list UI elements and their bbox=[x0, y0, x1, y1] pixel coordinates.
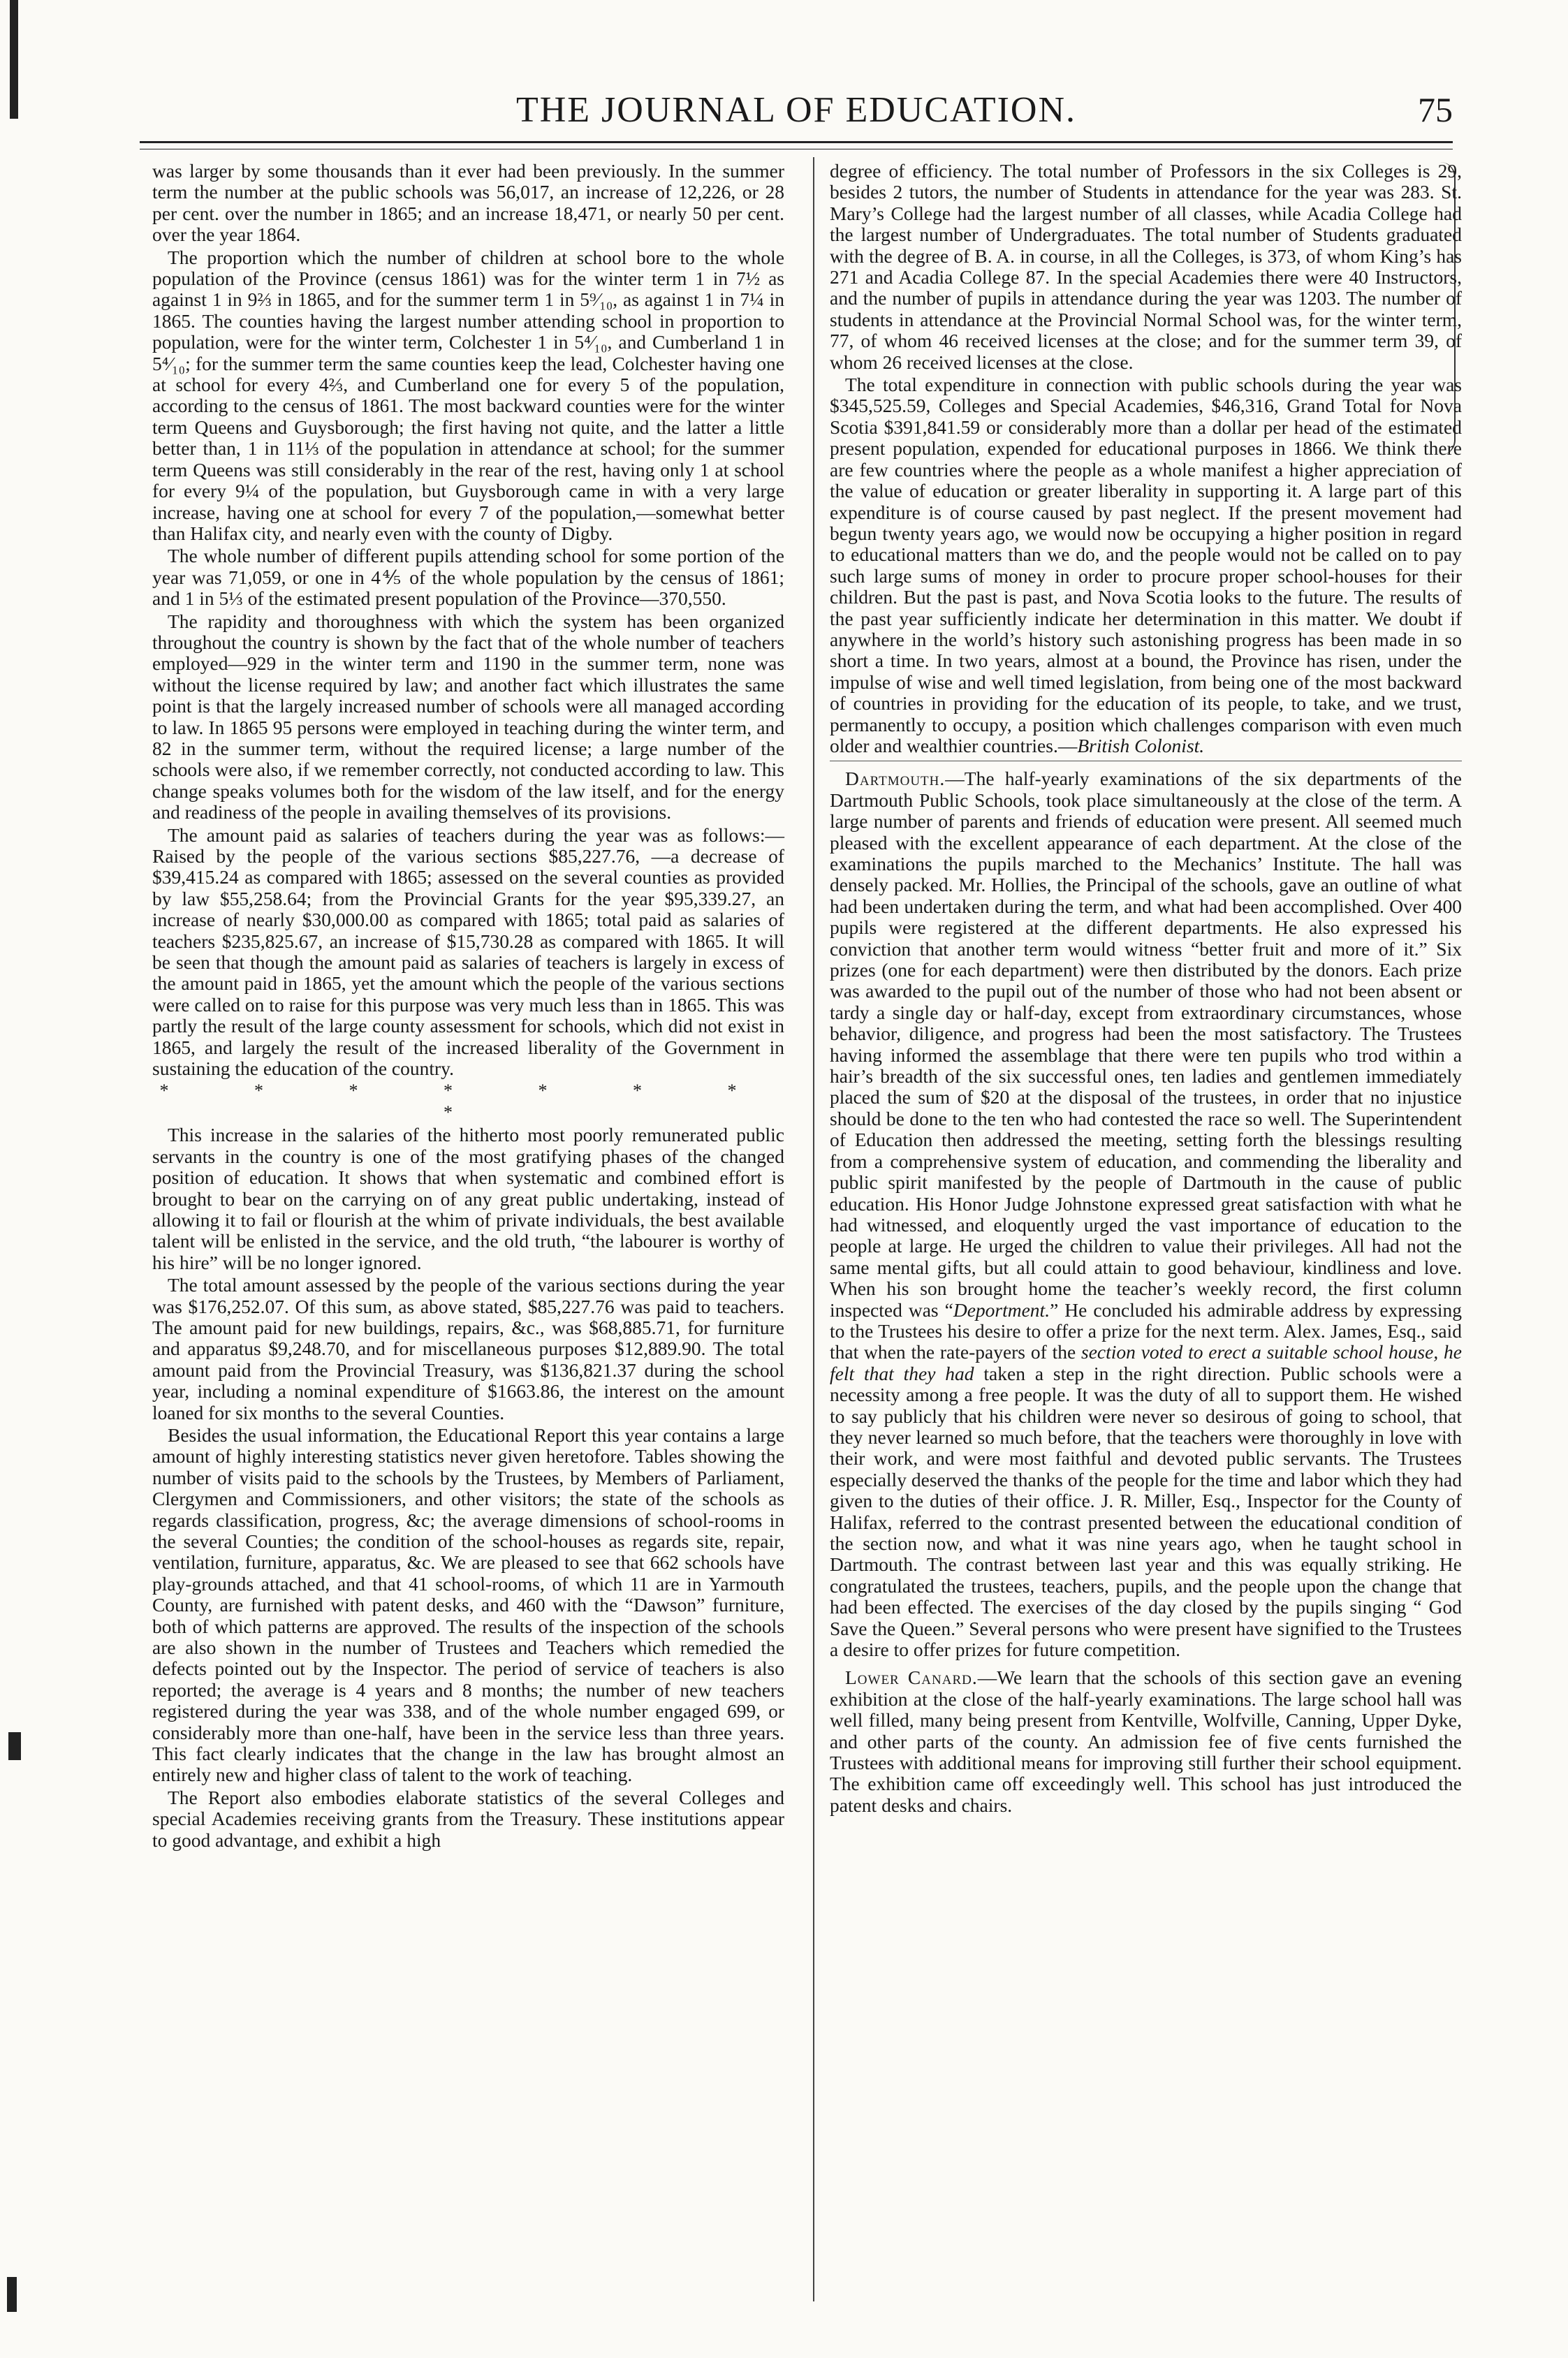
page-number: 75 bbox=[1418, 90, 1453, 129]
paragraph: Besides the usual information, the Educational Report this year contains a large amount of highly interesting statistics never given heretofore. Tables showing the number of visits paid to the schools by the Trustees, by Members of Parliament, Clergymen and Commissioners, and other visitors; the state of the schools as regards classification, progress, &c; the average dimensions of school-rooms in the several Counties; the condition of the school-houses as regards site, repair, ventilation, furniture, apparatus, &c. We are pleased to see that 662 schools have play-grounds attached, and that 41 school-rooms, of which 11 are in Yarmouth County, are furnished with patent desks, and 460 with the “Dawson” furniture, both of which patterns are approved. The results of the inspection of the schools are also shown in the number of Trustees and Teachers which remedied the defects pointed out by the Inspector. The period of service of teachers is also reported; the average is 4 years and 8 months; the number of new teachers registered during the year was 338, and of the whole number engaged 699, or considerably more than one-half, have been in the service less than three years. This fact clearly indicates that the change in the law has brought almost an entirely new and higher class of talent to the work of teaching. bbox=[152, 1423, 784, 1786]
paragraph: This increase in the salaries of the hitherto most poorly remunerated public servants in the country is one of the most gratifying phases of the changed position of education. It shows that when systematic and combined effort is brought to bear on the carrying on of any great public undertaking, instead of allowing it to fail or flourish at the whim of private individuals, the best available talent will be enlisted in the service, and the old truth, “the labourer is worthy of his hire” will be no longer ignored. bbox=[152, 1124, 784, 1273]
paragraph: The Report also embodies elaborate statistics of the several Colleges and special Academies receiving grants from the Treasury. These institutions appear to good advantage, and exhibit a high bbox=[152, 1786, 784, 1851]
left-column bbox=[152, 161, 784, 1851]
section-break-stars: * * * * * * * * bbox=[159, 1081, 777, 1122]
page-header bbox=[140, 89, 1453, 145]
source-credit: British Colonist. bbox=[1077, 734, 1205, 756]
news-item-dartmouth bbox=[830, 768, 1462, 1660]
binding-edge-mark bbox=[10, 0, 18, 119]
binding-edge-mark bbox=[7, 2277, 17, 2312]
journal-title: THE JOURNAL OF EDUCATION. bbox=[515, 90, 1077, 130]
paragraph-text: The total expenditure in connection with public schools during the year was $345,525.59, Colleges and Special Academies, $46,316, Grand Total for Nova Scotia $391,841.59 or considerably more than a dollar per head of the estimated present population, expended for educational purposes in 1866. We think there are few countries where the people as a whole manifest a higher appreciation of the value of education or greater liberality in supporting it. A large part of this expenditure is of course caused by past neglect. If the present movement had begun twenty years ago, we would now be occupying a higher position in regard to educational matters than we do, and the people would not be called on to pay such large sums of money in order to procure proper school-houses for their children. But the past is past, and Nova Scotia looks to the future. The results of the past year sufficiently indicate her determination in this matter. We doubt if anywhere in the world’s history such astonishing progress has been made in so short a time. In two years, almost at a bound, the Province has risen, under the impulse of wise and well timed legislation, from being one of the most backward of countries in providing for the education of its people, to take, and we trust, permanently to occupy, a position which challenges comparison with even much older and wealthier countries.— bbox=[830, 374, 1462, 756]
news-text: ” He concluded his admirable address by expressing to the Trustees his desire to offer a prize for the next term. Alex. James, Esq., said that when the rate-payers of the bbox=[830, 1298, 1462, 1363]
paragraph: The total amount assessed by the people of the various sections during the year was $176,252.07. Of this sum, as above stated, $85,227.76 was paid to teachers. The amount paid for new buildings, repairs, &c., was $68,885.71, for furniture and apparatus $9,248.70, and for miscellaneous purposes $12,889.90. The total amount paid from the Provincial Treasury, was $136,821.37 during the school year, including a nominal expenditure of $1663.86, the interest on the amount loaned for six months to the several Counties. bbox=[152, 1274, 784, 1423]
right-column bbox=[830, 161, 1462, 1816]
paragraph: degree of efficiency. The total number of Professors in the six Colleges is 29, besides 2 tutors, the number of Students in attendance for the year was 283. St. Mary’s College had the largest number of all classes, while Acadia College had the largest number of Undergraduates. The total number of Students graduated with the degree of B. A. in course, in all the Colleges, is 373, of whom King’s has 271 and Acadia College 87. In the special Academies there were 40 Instructors, and the number of pupils in attendance during the year was 1203. The number of students in attendance at the Provincial Normal School was, for the winter term, 77, of whom 46 received licenses at the close; and for the summer term 39, of whom 26 received licenses at the close. bbox=[830, 160, 1462, 373]
italic-text: Deportment. bbox=[953, 1298, 1050, 1321]
news-text: taken a step in the right direction. Public schools were a necessity among a free people. It was the duty of all to support them. He wished to say publicly that his children were never so desirous of going to school, that they never learned so much before, that the teachers were thoroughly in love with their work, and were most faithful and devoted public servants. The Trustees especially deserved the thanks of the people for the time and labor which they had given to the duties of their office. J. R. Miller, Esq., Inspector for the County of Halifax, referred to the contrast presented between the educational condition of the section now, and what it was nine years ago, when he taught school in Dartmouth. The contrast between last year and this was equally striking. He congratulated the trustees, teachers, pupils, and the people upon the change that had been effected. The exercises of the day closed by the pupils singing “ God Save the Queen.” Several persons who were present have signified to the Trustees a desire to offer prizes for future competition. bbox=[830, 1362, 1462, 1661]
paragraph: The amount paid as salaries of teachers during the year was as follows:—Raised by the people of the various sections $85,227.76, —a decrease of $39,415.24 as compared with 1865; assessed on the several counties as provided by law $55,258.64; from the Provincial Grants for the year $95,339.27, an increase of nearly $30,000.00 as compared with 1865; total paid as salaries of teachers $235,825.67, an increase of $15,730.28 as compared with 1865. It will be seen that though the amount paid as salaries of teachers is largely in excess of the amount paid in 1865, yet the amount which the people of the various sections were called on to raise for this purpose was very much less than in 1865. This was partly the result of the large county assessment for schools, which did not exist in 1865, and largely the result of the increased liberality of the Government in sustaining the education of the country. bbox=[152, 823, 784, 1080]
column-divider bbox=[813, 157, 814, 2301]
italic-text: section voted to erect a suitable school house, he felt that they had bbox=[830, 1341, 1462, 1384]
header-rule bbox=[140, 141, 1453, 149]
news-item-lower-canard bbox=[830, 1667, 1462, 1816]
paragraph: The proportion which the number of children at school bore to the whole population of the Province (census 1861) was for the winter term 1 in 7½ as against 1 in 9⅔ in 1865, and for the summer term 1 in 5⁹⁄₁₀, as against 1 in 7¼ in 1865. The counties having the largest number attending school in proportion to population, were for the winter term, Colchester 1 in 5⁴⁄₁₀, and Cumberland 1 in 5⁴⁄₁₀; for the summer term the same counties keep the lead, Colchester having one at school for every 4⅔, and Cumberland one for every 5 of the population, according to the census of 1861. The most backward counties were for the winter term Queens and Guysborough; the first having not quite, and the latter a little better than, 1 in 11⅓ of the population in attendance at school; for the summer term Queens was still considerably in the rear of the rest, having only 1 at school for every 9¼ of the population, but Guysborough came in with a very large increase, having one at school for every 7 of the population,—somewhat better than Halifax city, and nearly even with the county of Digby. bbox=[152, 246, 784, 544]
paragraph: The rapidity and thoroughness with which the system has been organized throughout the country is shown by the fact that of the whole number of teachers employed—929 in the winter term and 1190 in the summer term, none was without the license required by law; and another fact which illustrates the same point is that the largely increased number of schools were all managed according to law. In 1865 95 persons were employed in teaching during the winter term, and 82 in the summer term, without the required license; a large number of the schools were also, if we remember correctly, not conducted according to law. This change speaks volumes both for the wisdom of the law itself, and for the energy and readiness of the people in availing themselves of its provisions. bbox=[152, 610, 784, 823]
paragraph: The whole number of different pupils attending school for some portion of the year was 71,059, or one in 4⅘ of the whole population by the census of 1861; and 1 in 5⅓ of the estimated present population of the Province—370,550. bbox=[152, 545, 784, 610]
news-heading: Dartmouth. bbox=[845, 768, 946, 790]
news-text: —We learn that the schools of this section gave an evening exhibition at the close of the half-yearly examinations. The large school hall was well filled, many being present from Kentville, Wolfville, Canning, Upper Dyke, and other parts of the county. An admission fee of five cents furnished the Trustees with additional means for improving still further their school equipment. The exhibition came off exceedingly well. This school has just introduced the patent desks and chairs. bbox=[830, 1667, 1462, 1816]
paragraph bbox=[830, 374, 1462, 756]
news-text: —The half-yearly examinations of the six departments of the Dartmouth Public Schools, took place simultaneously at the close of the term. A large number of parents and friends of education were present. All seemed much pleased with the excellent appearance of each department. At the close of the examinations the pupils marched to the Mechanics’ Institute. The hall was densely packed. Mr. Hollies, the Principal of the schools, gave an outline of what had been undertaken during the term, and what had been accomplished. Over 400 pupils were registered at the different departments. He also expressed his conviction that another term would witness “better fruit and more of it.” Six prizes (one for each department) were then distributed by the donors. Each prize was awarded to the pupil out of the number of those who had not been absent or tardy a single day or half-day, except from extraordinary circumstances, whose behavior, diligence, and progress had been the most satisfactory. The Trustees having informed the assemblage that there were ten pupils who trod within a hair’s breadth of the six successful ones, ten ladies and gentlemen immediately placed the sum of $20 at the disposal of the trustees, in order that no injustice should be done to the ten who had contested the race so well. The Superintendent of Education then addressed the meeting, setting forth the blessings resulting from a comprehensive system of education, and commending the liberality and public spirit manifested by the people of Dartmouth in the cause of public education. His Honor Judge Johnstone expressed great satisfaction with what he had witnessed, and eloquently urged the vast importance of education to the people at large. He urged the children to value their privileges. All had not the same mental gifts, but all could attain to good behaviour, kindliness and love. When his son brought home the teacher’s weekly record, the first column inspected was “ bbox=[830, 768, 1462, 1321]
binding-edge-mark bbox=[8, 1732, 21, 1760]
paragraph: was larger by some thousands than it ever had been previously. In the summer term the number at the public schools was 56,017, an increase of 12,226, or 28 per cent. over the number in 1865; and an increase 18,471, or nearly 50 per cent. over the year 1864. bbox=[152, 160, 784, 246]
news-heading: Lower Canard. bbox=[845, 1667, 978, 1689]
